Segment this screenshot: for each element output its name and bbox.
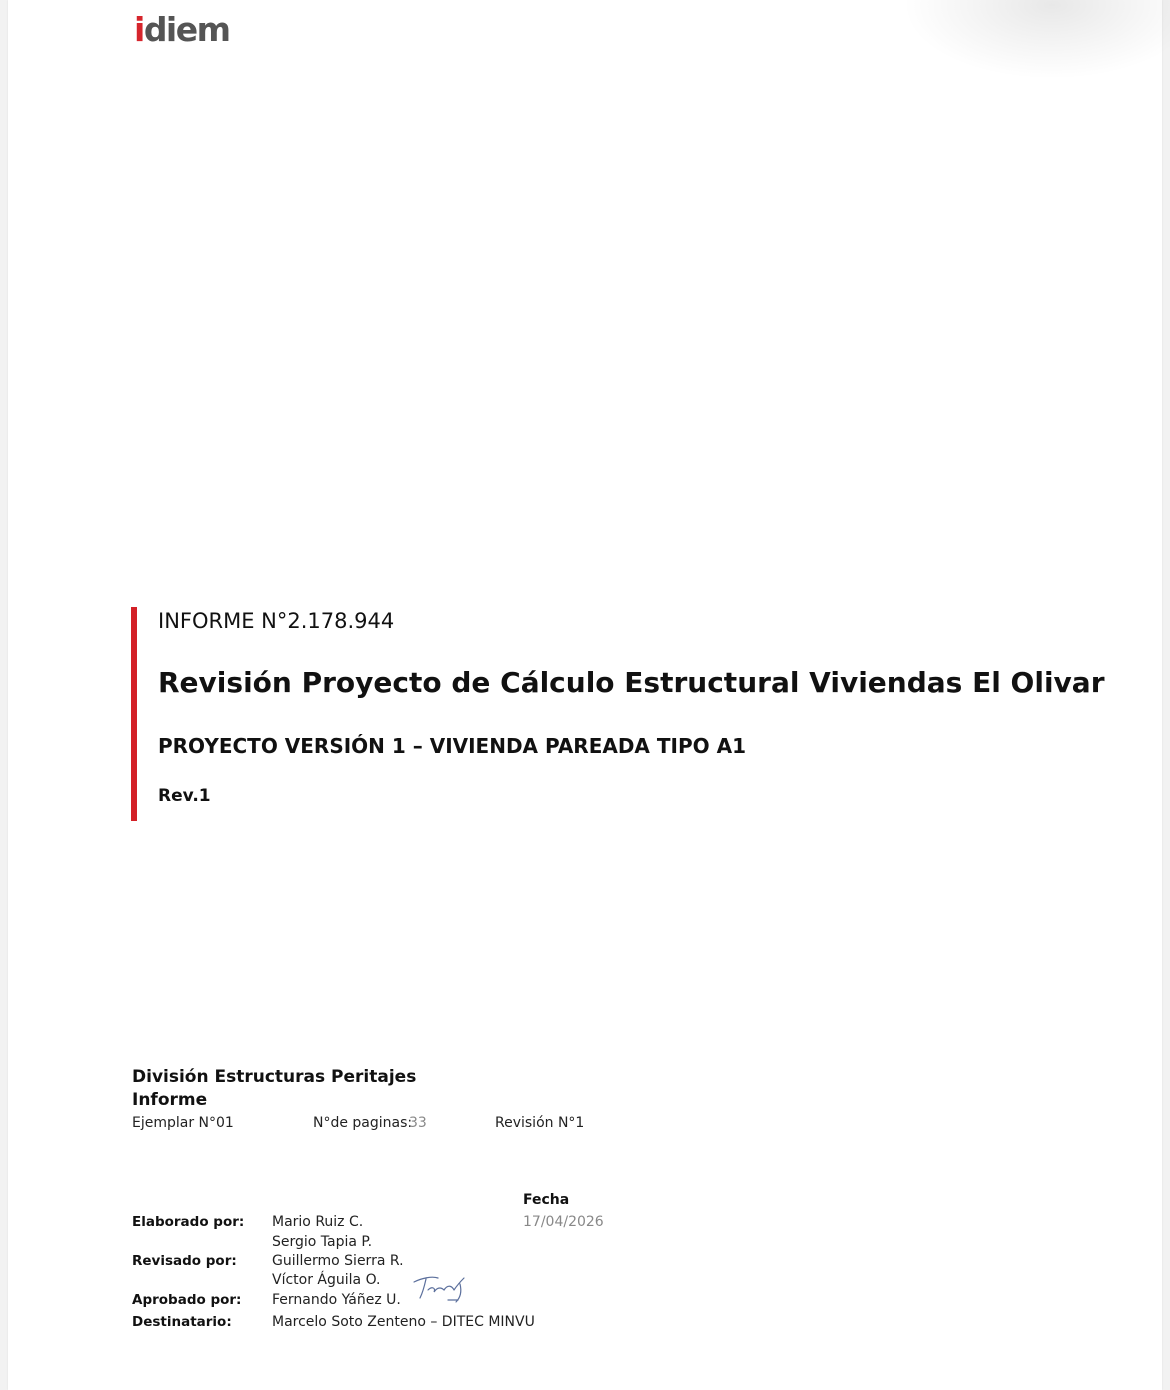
page-curl-shadow [902,0,1170,80]
approved-by-name: Fernando Yáñez U. [272,1292,401,1308]
prepared-by-name-1: Mario Ruiz C. [272,1214,364,1230]
reviewed-by-label: Revisado por: [132,1253,237,1269]
report-number: INFORME N°2.178.944 [158,609,395,633]
revision-number: Revisión N°1 [495,1115,585,1131]
date-label: Fecha [523,1192,570,1208]
document-type: Informe [132,1090,208,1110]
reviewed-by-name-1: Guillermo Sierra R. [272,1253,404,1269]
report-title-block [131,607,1111,821]
prepared-by-label: Elaborado por: [132,1214,245,1230]
idiem-logo: idiem [134,10,230,49]
copy-number: Ejemplar N°01 [132,1115,234,1131]
page-count-label: N°de paginas: [313,1115,413,1131]
division-name: División Estructuras Peritajes [132,1067,417,1087]
division-heading [132,1066,532,1112]
recipient-name: Marcelo Soto Zenteno – DITEC MINVU [272,1314,535,1330]
accent-bar [131,607,137,821]
approved-by-label: Aprobado por: [132,1292,242,1308]
document-page [8,0,1162,1390]
recipient-label: Destinatario: [132,1314,232,1330]
report-revision: Rev.1 [158,786,211,806]
prepared-by-name-2: Sergio Tapia P. [272,1234,373,1250]
reviewed-by-name-2: Víctor Águila O. [272,1272,381,1288]
page-count-value: 33 [409,1115,427,1131]
report-subtitle: PROYECTO VERSIÓN 1 – VIVIENDA PAREADA TIPO A1 [158,734,746,758]
report-title: Revisión Proyecto de Cálculo Estructural Viviendas El Olivar [158,666,1105,699]
date-value: 17/04/2026 [523,1214,604,1230]
signature-image [408,1270,468,1306]
